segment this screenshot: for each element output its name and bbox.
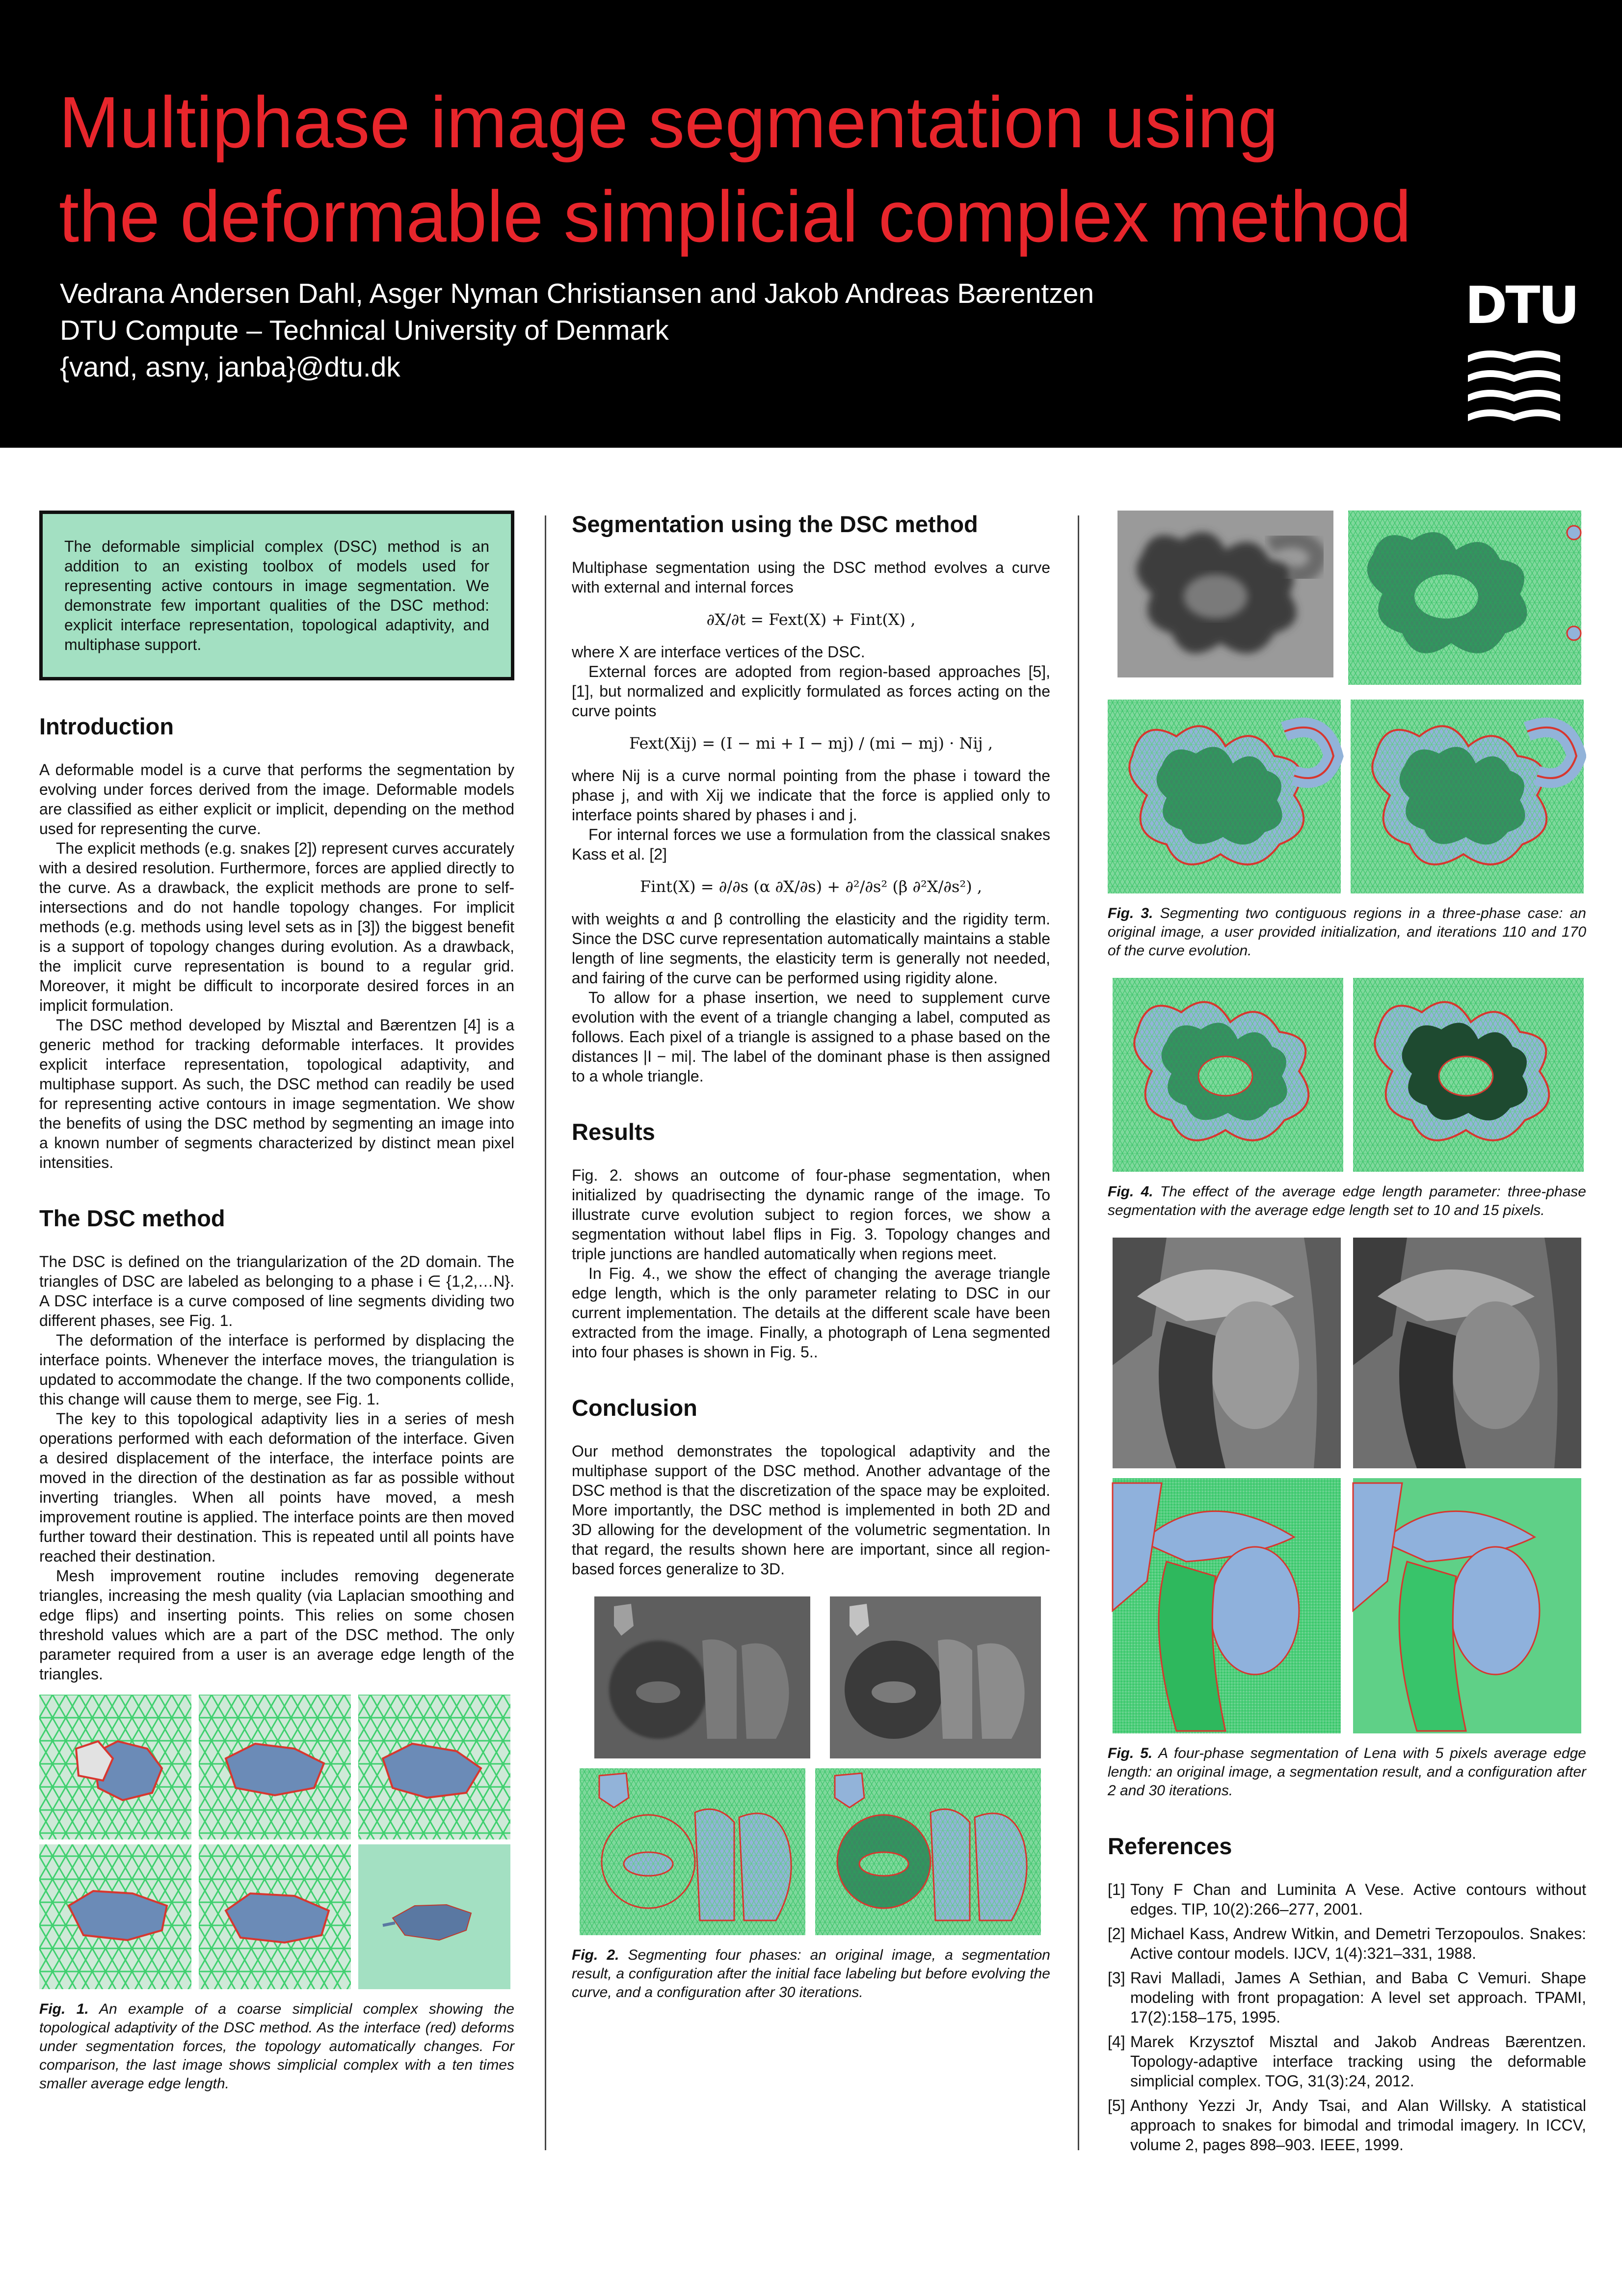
conclusion-heading: Conclusion: [572, 1395, 697, 1421]
reference-item: [1108, 2096, 1586, 2155]
figure-3-panels: [1108, 511, 1586, 893]
introduction-paragraph: The explicit methods (e.g. snakes [2]) represent curves accurately with a desired resolution. Furthermore, forces are applied directly to the curve. As a drawback, the explicit methods are prone to self-intersections and do not handle topology changes. For implicit methods (e.g. methods using level sets as in [3]) the biggest benefit is a support of topology changes during evolution. As a drawback, the implicit curve representation is bound to a regular grid. Moreover, it might be difficult to incorporate desired forces in an implicit formulation.: [39, 839, 514, 1014]
segmentation-paragraph: To allow for a phase insertion, we need to supplement curve evolution with the event of a triangle changing a label, computed as follows. Each pixel of a triangle is assigned to a phase based on the distances |I − mi|. The label of the dominant phase is then assigned to a whole triangle.: [572, 989, 1050, 1085]
fig1-caption-text: An example of a coarse simplicial complex showing the topological adaptivity of the DSC method. As the interface (red) deforms under segmentation forces, the topology automatically changes. For comparison, the last image shows simplicial complex with a ten times smaller average edge length.: [39, 2001, 514, 2092]
column-middle: [572, 511, 1050, 2002]
conclusion-paragraph: Our method demonstrates the topological adaptivity and the multiphase support of the DSC method. Another advantage of the DSC method is that the discretization of the space may be exploited. More importantly, the DSC method is implemented in both 2D and 3D allowing for the development of the volumetric segmentation. In that regard, the results shown here are important, since all region-based forces generalize to 3D.: [572, 1442, 1050, 1578]
reference-text: Ravi Malladi, James A Sethian, and Baba C Vemuri. Shape modeling with front propagation: A level set approach. TPAMI, 17(2):158–175, 1995.: [1130, 1969, 1586, 2026]
segmentation-paragraph: External forces are adopted from region-based approaches [5], [1], but normalized and explicitly formulated as forces acting on the curve points: [572, 663, 1050, 720]
reference-text: Michael Kass, Andrew Witkin, and Demetri Terzopoulos. Snakes: Active contour models. IJCV, 1(4):321–331, 1988.: [1130, 1925, 1586, 1962]
authors: Vedrana Andersen Dahl, Asger Nyman Christiansen and Jakob Andreas Bærentzen: [60, 278, 1094, 309]
fig4-label: Fig. 4.: [1108, 1184, 1153, 1200]
figure-5-lena-panels: [1108, 1238, 1586, 1733]
fig4-edge-length-15: [1353, 978, 1584, 1172]
affiliation: DTU Compute – Technical University of Denmark: [60, 315, 669, 346]
reference-number: [2]: [1108, 1925, 1125, 1943]
fig5-after-30-iterations: [1353, 1478, 1581, 1733]
results-paragraph: Fig. 2. shows an outcome of four-phase segmentation, when initialized by quadrisecting the dynamic range of the image. To illustrate curve evolution subject to region forces, we show a segmentation without label flips in Fig. 3. Topology changes and triple junctions are handled automatically when regions meet.: [572, 1166, 1050, 1263]
fig5-segmentation-result: [1353, 1238, 1581, 1468]
fig2-original-image: [594, 1596, 810, 1758]
figure-4-caption: [1108, 1183, 1586, 1220]
reference-item: [1108, 2032, 1586, 2091]
reference-item: [1108, 1924, 1586, 1963]
dtu-logo-waves-icon: [1465, 346, 1563, 429]
column-right: [1108, 511, 1586, 2160]
fig5-label: Fig. 5.: [1108, 1745, 1153, 1761]
fig1-panel-5: [199, 1844, 351, 1989]
segmentation-heading: Segmentation using the DSC method: [572, 511, 978, 537]
fig5-after-2-iterations: [1113, 1478, 1341, 1733]
fig4-edge-length-10: [1113, 978, 1343, 1172]
segmentation-paragraph: For internal forces we use a formulation from the classical snakes Kass et al. [2]: [572, 826, 1050, 863]
dsc-paragraph: The key to this topological adaptivity lies in a series of mesh operations performed with each deformation of the interface. Given a desired displacement of the interface, the interface points are moved in the direction of the destination as far as possible without inverting triangles. When all points have moved, a mesh improvement routine is applied. The interface points are then moved further toward their destination. This is repeated until all points have reached their destination.: [39, 1410, 514, 1565]
dsc-paragraph: Mesh improvement routine includes removing degenerate triangles, increasing the mesh quality (via Laplacian smoothing and edge flips) and inserting points. This relies on some chosen threshold values which are a part of the DSC method. The only parameter required from a user is an average edge length of the triangles.: [39, 1567, 514, 1683]
fig3-iteration-170: [1351, 700, 1584, 893]
emails: {vand, asny, janba}@dtu.dk: [60, 351, 400, 383]
reference-text: Marek Krzysztof Misztal and Jakob Andreas Bærentzen. Topology-adaptive interface tracking using the deformable simplicial complex. TOG, 31(3):24, 2012.: [1130, 2033, 1586, 2090]
figure-2-four-phase: [580, 1596, 1041, 1935]
figure-1-mesh-panels: [39, 1695, 510, 1989]
fig2-segmentation-result: [830, 1596, 1041, 1758]
poster-title-line1: Multiphase image segmentation using: [59, 82, 1278, 163]
fig4-caption-text: The effect of the average edge length parameter: three-phase segmentation with the average edge length set to 10 and 15 pixels.: [1108, 1184, 1586, 1218]
column-left: [39, 511, 514, 2093]
fig1-panel-6: [358, 1844, 510, 1989]
fig2-caption-text: Segmenting four phases: an original image, a segmentation result, a configuration after the initial face labeling but before evolving the curve, and a configuration after 30 iterations.: [572, 1947, 1050, 2000]
dtu-logo-text: DTU: [1465, 275, 1578, 335]
poster-title-line2: the deformable simplicial complex method: [59, 176, 1411, 257]
dsc-method-heading: The DSC method: [39, 1205, 225, 1231]
fig3-label: Fig. 3.: [1108, 905, 1153, 921]
reference-item: [1108, 1880, 1586, 1919]
poster-header: [0, 0, 1622, 448]
fig1-panel-1: [39, 1695, 191, 1839]
reference-number: [4]: [1108, 2033, 1125, 2051]
fig2-after-30-iterations: [815, 1768, 1041, 1935]
dtu-logo: [1465, 275, 1579, 432]
reference-text: Anthony Yezzi Jr, Andy Tsai, and Alan Willsky. A statistical approach to snakes for bimodal and trimodal imagery. In ICCV, volume 2, pages 898–903. IEEE, 1999.: [1130, 2097, 1586, 2154]
segmentation-paragraph: where X are interface vertices of the DSC.: [572, 643, 865, 661]
abstract-box: The deformable simplicial complex (DSC) method is an addition to an existing toolbox of models used for representing active contours in image segmentation. We demonstrate few important qualities of the DSC method: explicit interface representation, topological adaptivity, and multiphase support.: [39, 511, 514, 680]
equation-3: Fint(X) = ∂/∂s (α ∂X/∂s) + ∂²/∂s² (β ∂²X/∂s²) ,: [639, 877, 983, 896]
segmentation-paragraph: with weights α and β controlling the elasticity and the rigidity term. Since the DSC curve representation automatically maintains a stable length of line segments, the elasticity term is generally not needed, and fairing of the curve can be performed using rigidity alone.: [572, 910, 1050, 987]
references-list: [1108, 1880, 1586, 2155]
introduction-paragraph: A deformable model is a curve that performs the segmentation by evolving under forces derived from the image. Deformable models are classified as either explicit or implicit, depending on the method used for representing the curve.: [39, 761, 514, 837]
reference-number: [1]: [1108, 1881, 1125, 1898]
figure-3-caption: [1108, 904, 1586, 960]
fig1-label: Fig. 1.: [39, 2001, 89, 2017]
fig3-initialization: [1348, 511, 1581, 685]
fig1-panel-2: [199, 1695, 351, 1839]
fig3-iteration-110: [1108, 700, 1341, 893]
fig2-label: Fig. 2.: [572, 1947, 619, 1963]
reference-item: [1108, 1968, 1586, 2027]
figure-2-caption: [572, 1946, 1050, 2002]
dsc-paragraph: The deformation of the interface is performed by displacing the interface points. Whenever the interface moves, the triangulation is updated to accommodate the change. If the two components collide, this change will cause them to merge, see Fig. 1.: [39, 1331, 514, 1408]
fig5-caption-text: A four-phase segmentation of Lena with 5 pixels average edge length: an original image, a segmentation result, and a configuration after 2 and 30 iterations.: [1108, 1745, 1586, 1799]
column-divider-left: [545, 515, 546, 2150]
introduction-heading: Introduction: [39, 713, 174, 739]
figure-5-caption: [1108, 1744, 1586, 1800]
equation-1: ∂X/∂t = Fext(X) + Fint(X) ,: [706, 610, 916, 629]
fig5-original-image: [1113, 1238, 1341, 1468]
fig2-initial-labeling: [580, 1768, 805, 1935]
results-heading: Results: [572, 1119, 655, 1145]
fig1-panel-3: [358, 1695, 510, 1839]
reference-number: [3]: [1108, 1969, 1125, 1987]
figure-4-panels: [1108, 978, 1586, 1172]
introduction-paragraph: The DSC method developed by Misztal and Bærentzen [4] is a generic method for tracking deformable interfaces. It provides explicit interface representation, topological adaptivity, and multiphase support. As such, the DSC method can readily be used for representing active contours in image segmentation. We show the benefits of using the DSC method by segmenting an image into a known number of segments characterized by distinct mean pixel intensities.: [39, 1016, 514, 1171]
reference-number: [5]: [1108, 2097, 1125, 2114]
figure-1-caption: [39, 2000, 514, 2093]
reference-text: Tony F Chan and Luminita A Vese. Active contours without edges. TIP, 10(2):266–277, 2001.: [1130, 1881, 1586, 1918]
column-divider-right: [1078, 515, 1079, 2150]
fig3-original-image: [1117, 511, 1333, 677]
equation-2: Fext(Xij) = (I − mi + I − mj) / (mi − mj) · Nij ,: [629, 734, 993, 753]
references-heading: References: [1108, 1833, 1232, 1859]
fig1-panel-4: [39, 1844, 191, 1989]
dsc-paragraph: The DSC is defined on the triangularization of the 2D domain. The triangles of DSC are labeled as belonging to a phase i ∈ {1,2,…N}. A DSC interface is a curve composed of line segments dividing two different phases, see Fig. 1.: [39, 1253, 514, 1329]
results-paragraph: In Fig. 4., we show the effect of changing the average triangle edge length, which is the only parameter relating to DSC in our current implementation. The details at the different scale have been extracted from the image. Finally, a photograph of Lena segmented into four phases is shown in Fig. 5..: [572, 1265, 1050, 1361]
segmentation-paragraph: Multiphase segmentation using the DSC method evolves a curve with external and internal forces: [572, 559, 1050, 596]
fig3-caption-text: Segmenting two contiguous regions in a three-phase case: an original image, a user provided initialization, and iterations 110 and 170 of the curve evolution.: [1108, 905, 1586, 959]
segmentation-paragraph: where Nij is a curve normal pointing from the phase i toward the phase j, and with Xij we indicate that the force is applied only to interface points shared by phases i and j.: [572, 767, 1050, 824]
